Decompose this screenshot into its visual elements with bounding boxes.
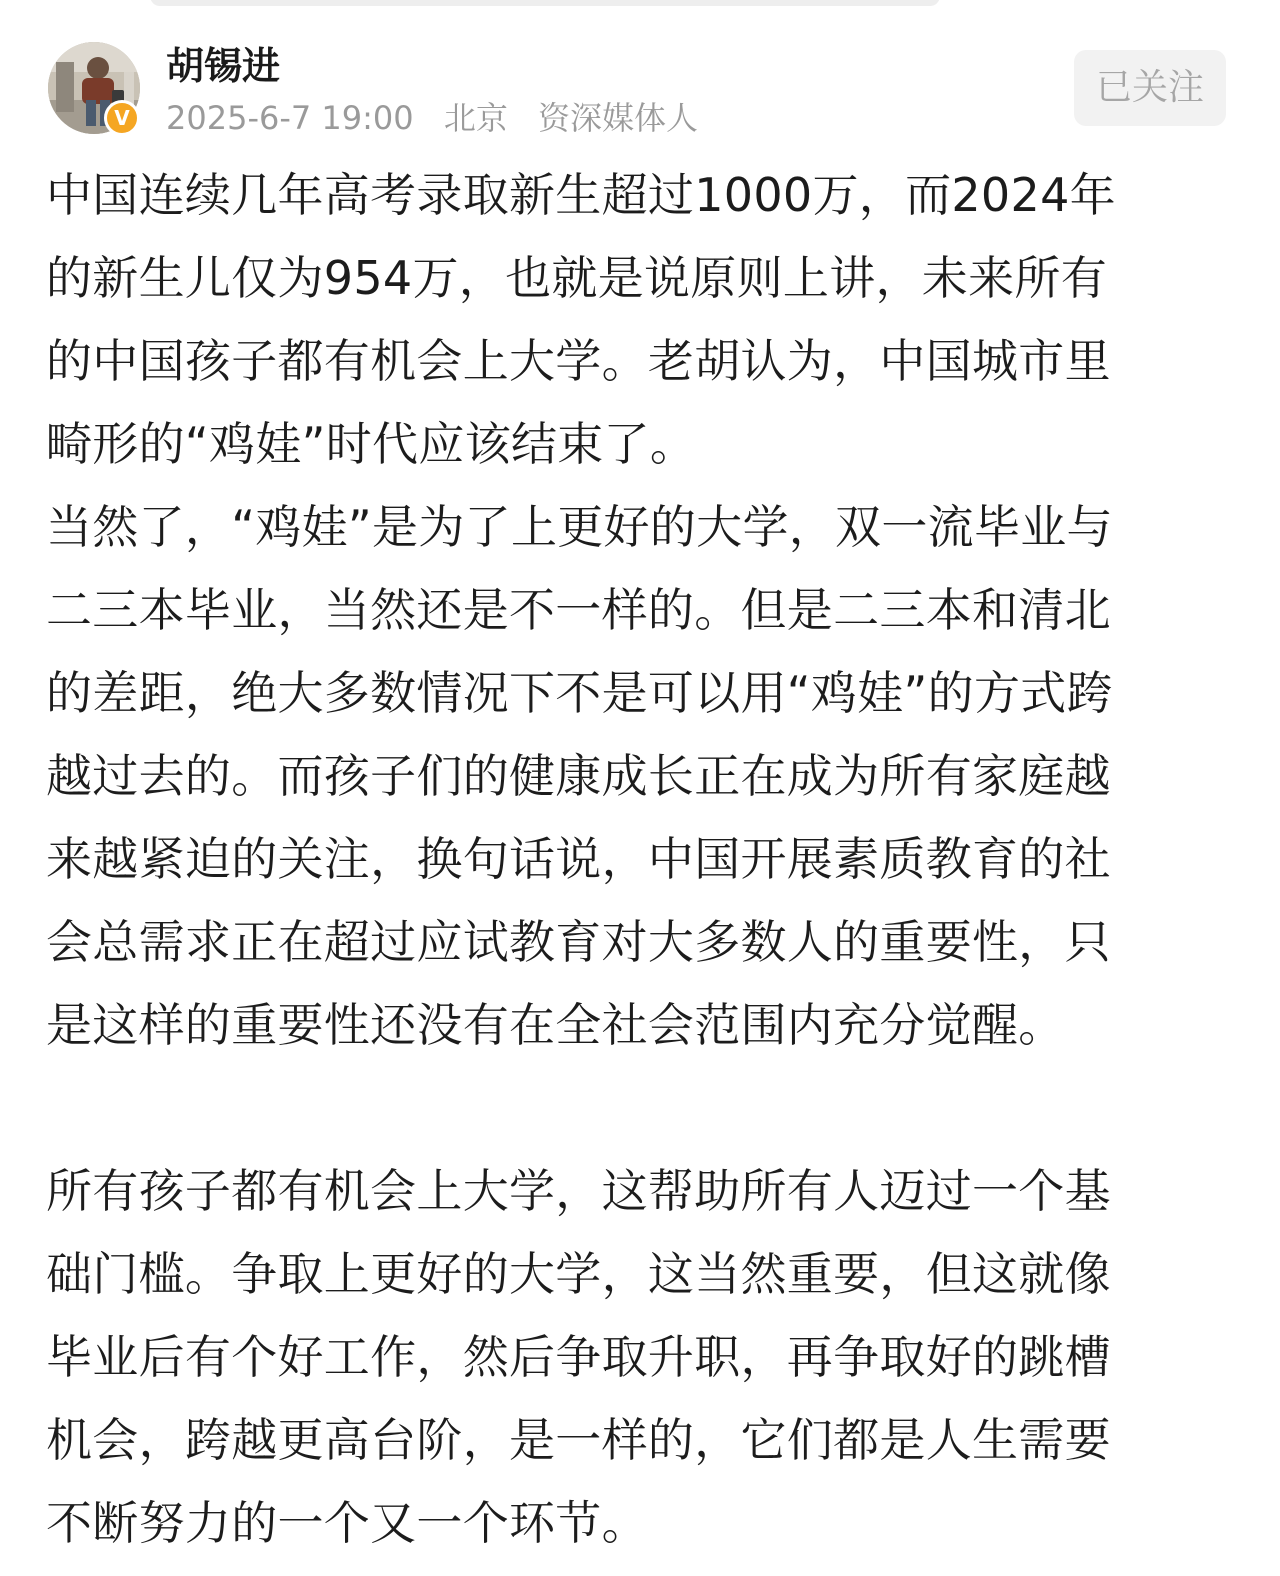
- post-line: 不断努力的一个又一个环节。: [46, 1496, 648, 1550]
- post-paragraph-2: [46, 486, 1216, 1067]
- post-line: 所有孩子都有机会上大学，这帮助所有人迈过一个基: [46, 1164, 1111, 1218]
- post-line: 当然了，“鸡娃”是为了上更好的大学，双一流毕业与: [46, 500, 1113, 554]
- post-line: 越过去的。而孩子们的健康成长正在成为所有家庭越: [46, 749, 1111, 803]
- post-date: 2025-6-7 19:00: [166, 99, 414, 137]
- post-line: 中国连续几年高考录取新生超过1000万，而2024年: [46, 168, 1116, 222]
- paragraph-spacer: [46, 1067, 1216, 1150]
- post-line: 础门槛。争取上更好的大学，这当然重要，但这就像: [46, 1247, 1111, 1301]
- verified-badge-icon: V: [104, 100, 140, 136]
- post-meta: [166, 96, 718, 140]
- post-line: 畸形的“鸡娃”时代应该结束了。: [46, 417, 697, 471]
- post-line: 是这样的重要性还没有在全社会范围内充分觉醒。: [46, 998, 1065, 1052]
- post-paragraph-3: [46, 1150, 1216, 1565]
- post-line: 机会，跨越更高台阶，是一样的，它们都是人生需要: [46, 1413, 1111, 1467]
- follow-button[interactable]: 已关注: [1074, 50, 1226, 126]
- post-line: 二三本毕业，当然还是不一样的。但是二三本和清北: [46, 583, 1111, 637]
- post-paragraph-1: [46, 154, 1216, 486]
- post-line: 会总需求正在超过应试教育对大多数人的重要性，只: [46, 915, 1111, 969]
- post-line: 来越紧迫的关注，换句话说，中国开展素质教育的社: [46, 832, 1111, 886]
- author-tag: 资深媒体人: [538, 99, 699, 137]
- author-name[interactable]: 胡锡进: [166, 44, 281, 88]
- post-line: 的新生儿仅为954万，也就是说原则上讲，未来所有: [46, 251, 1107, 305]
- post-line: 毕业后有个好工作，然后争取升职，再争取好的跳槽: [46, 1330, 1111, 1384]
- post-header: [0, 0, 1280, 150]
- post-location: 北京: [443, 99, 508, 137]
- post-body: [46, 154, 1216, 1565]
- post-line: 的差距，绝大多数情况下不是可以用“鸡娃”的方式跨: [46, 666, 1113, 720]
- post-line: 的中国孩子都有机会上大学。老胡认为，中国城市里: [46, 334, 1111, 388]
